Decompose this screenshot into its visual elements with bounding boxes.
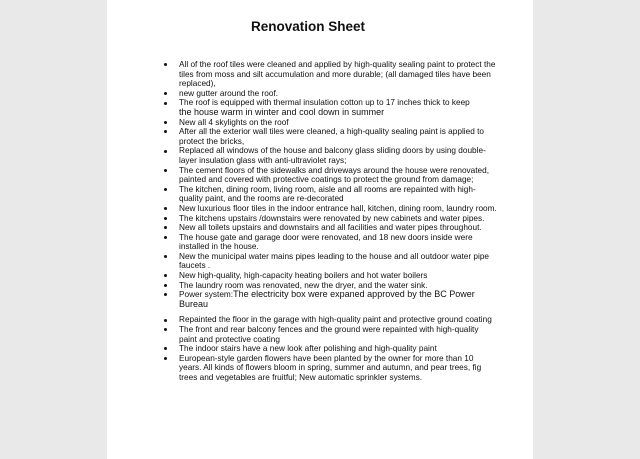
page-title	[107, 19, 533, 34]
list-item	[107, 185, 533, 204]
list-item	[107, 354, 533, 383]
list-item-text: new gutter around the roof.	[179, 88, 279, 98]
list-item-text: New the municipal water mains pipes leading to the house and all outdoor water pipe faucets .	[179, 251, 490, 271]
list-item	[107, 315, 533, 325]
list-item-text: Repainted the floor in the garage with high-quality paint and protective ground coating	[179, 315, 492, 325]
renovation-list	[107, 60, 533, 383]
list-item-text: The house gate and garage door were renovated, and 18 new doors inside were installed in the house.	[179, 232, 473, 252]
list-item-text: All of the roof tiles were cleaned and applied by high-quality sealing paint to protect the tiles from moss and silt accumulation and more durable; (all damaged tiles have been replaced),	[179, 60, 496, 89]
list-item	[107, 204, 533, 214]
list-item	[107, 214, 533, 224]
list-item-text: New all toilets upstairs and downstairs and all facilities and water pipes throughout.	[179, 223, 482, 233]
page-title-text: Renovation Sheet	[250, 19, 366, 34]
list-item-text: European-style garden flowers have been planted by the owner for more than 10 years. All kinds of flowers bloom in spring, summer and autumn, and pear trees, fig trees and vegetables are fruitful; New automatic sprinkler systems.	[179, 353, 482, 382]
list-item	[107, 89, 533, 99]
list-item-text: After all the exterior wall tiles were cleaned, a high-quality sealing paint is applied to protect the bricks,	[179, 127, 484, 146]
list-item-text: The kitchen, dining room, living room, aisle and all rooms are repainted with high-quality paint, and the rooms are re-decorated	[179, 184, 476, 204]
list-item	[107, 252, 533, 271]
list-item-text: The cement floors of the sidewalks and driveways around the house were renovated, painted and covered with protective coatings to protect the ground from damage;	[179, 165, 490, 185]
list-item	[107, 325, 533, 344]
list-item	[107, 344, 533, 354]
document-page	[107, 0, 533, 459]
list-item-text: New all 4 skylights on the roof	[179, 117, 289, 127]
list-item	[107, 118, 533, 128]
list-item	[107, 166, 533, 185]
list-item-text: The front and rear balcony fences and the ground were repainted with high-quality paint and protective coating	[179, 325, 479, 344]
list-item-text: The kitchens upstairs /downstairs were renovated by new cabinets and water pipes.	[179, 213, 485, 223]
list-item-text-continued: the house warm in winter and cool down in summer	[179, 106, 385, 117]
list-item-text-continued: The electricity box were expaned approved by the BC Power Bureau	[179, 289, 475, 309]
list-item	[107, 233, 533, 252]
list-item-text: The indoor stairs have a new look after polishing and high-quality paint	[179, 344, 437, 354]
list-item-text: New luxurious floor tiles in the indoor entrance hall, kitchen, dining room, laundry room.	[179, 203, 497, 213]
list-item-text: Power system:	[179, 290, 234, 300]
list-item-text: Replaced all windows of the house and balcony glass sliding doors by using double-layer insulation glass with anti-ultraviolet rays;	[179, 146, 486, 165]
list-item	[107, 127, 533, 146]
list-item-text: The laundry room was renovated, new the dryer, and the water sink.	[179, 280, 428, 290]
list-item-text: The roof is equipped with thermal insulation cotton up to 17 inches thick to keep	[179, 98, 470, 108]
list-item-text: New high-quality, high-capacity heating boilers and hot water boilers	[179, 271, 428, 281]
list-item	[107, 223, 533, 233]
list-item	[107, 146, 533, 165]
list-item	[107, 271, 533, 281]
list-item	[107, 290, 533, 309]
list-item	[107, 60, 533, 89]
list-item	[107, 98, 533, 117]
